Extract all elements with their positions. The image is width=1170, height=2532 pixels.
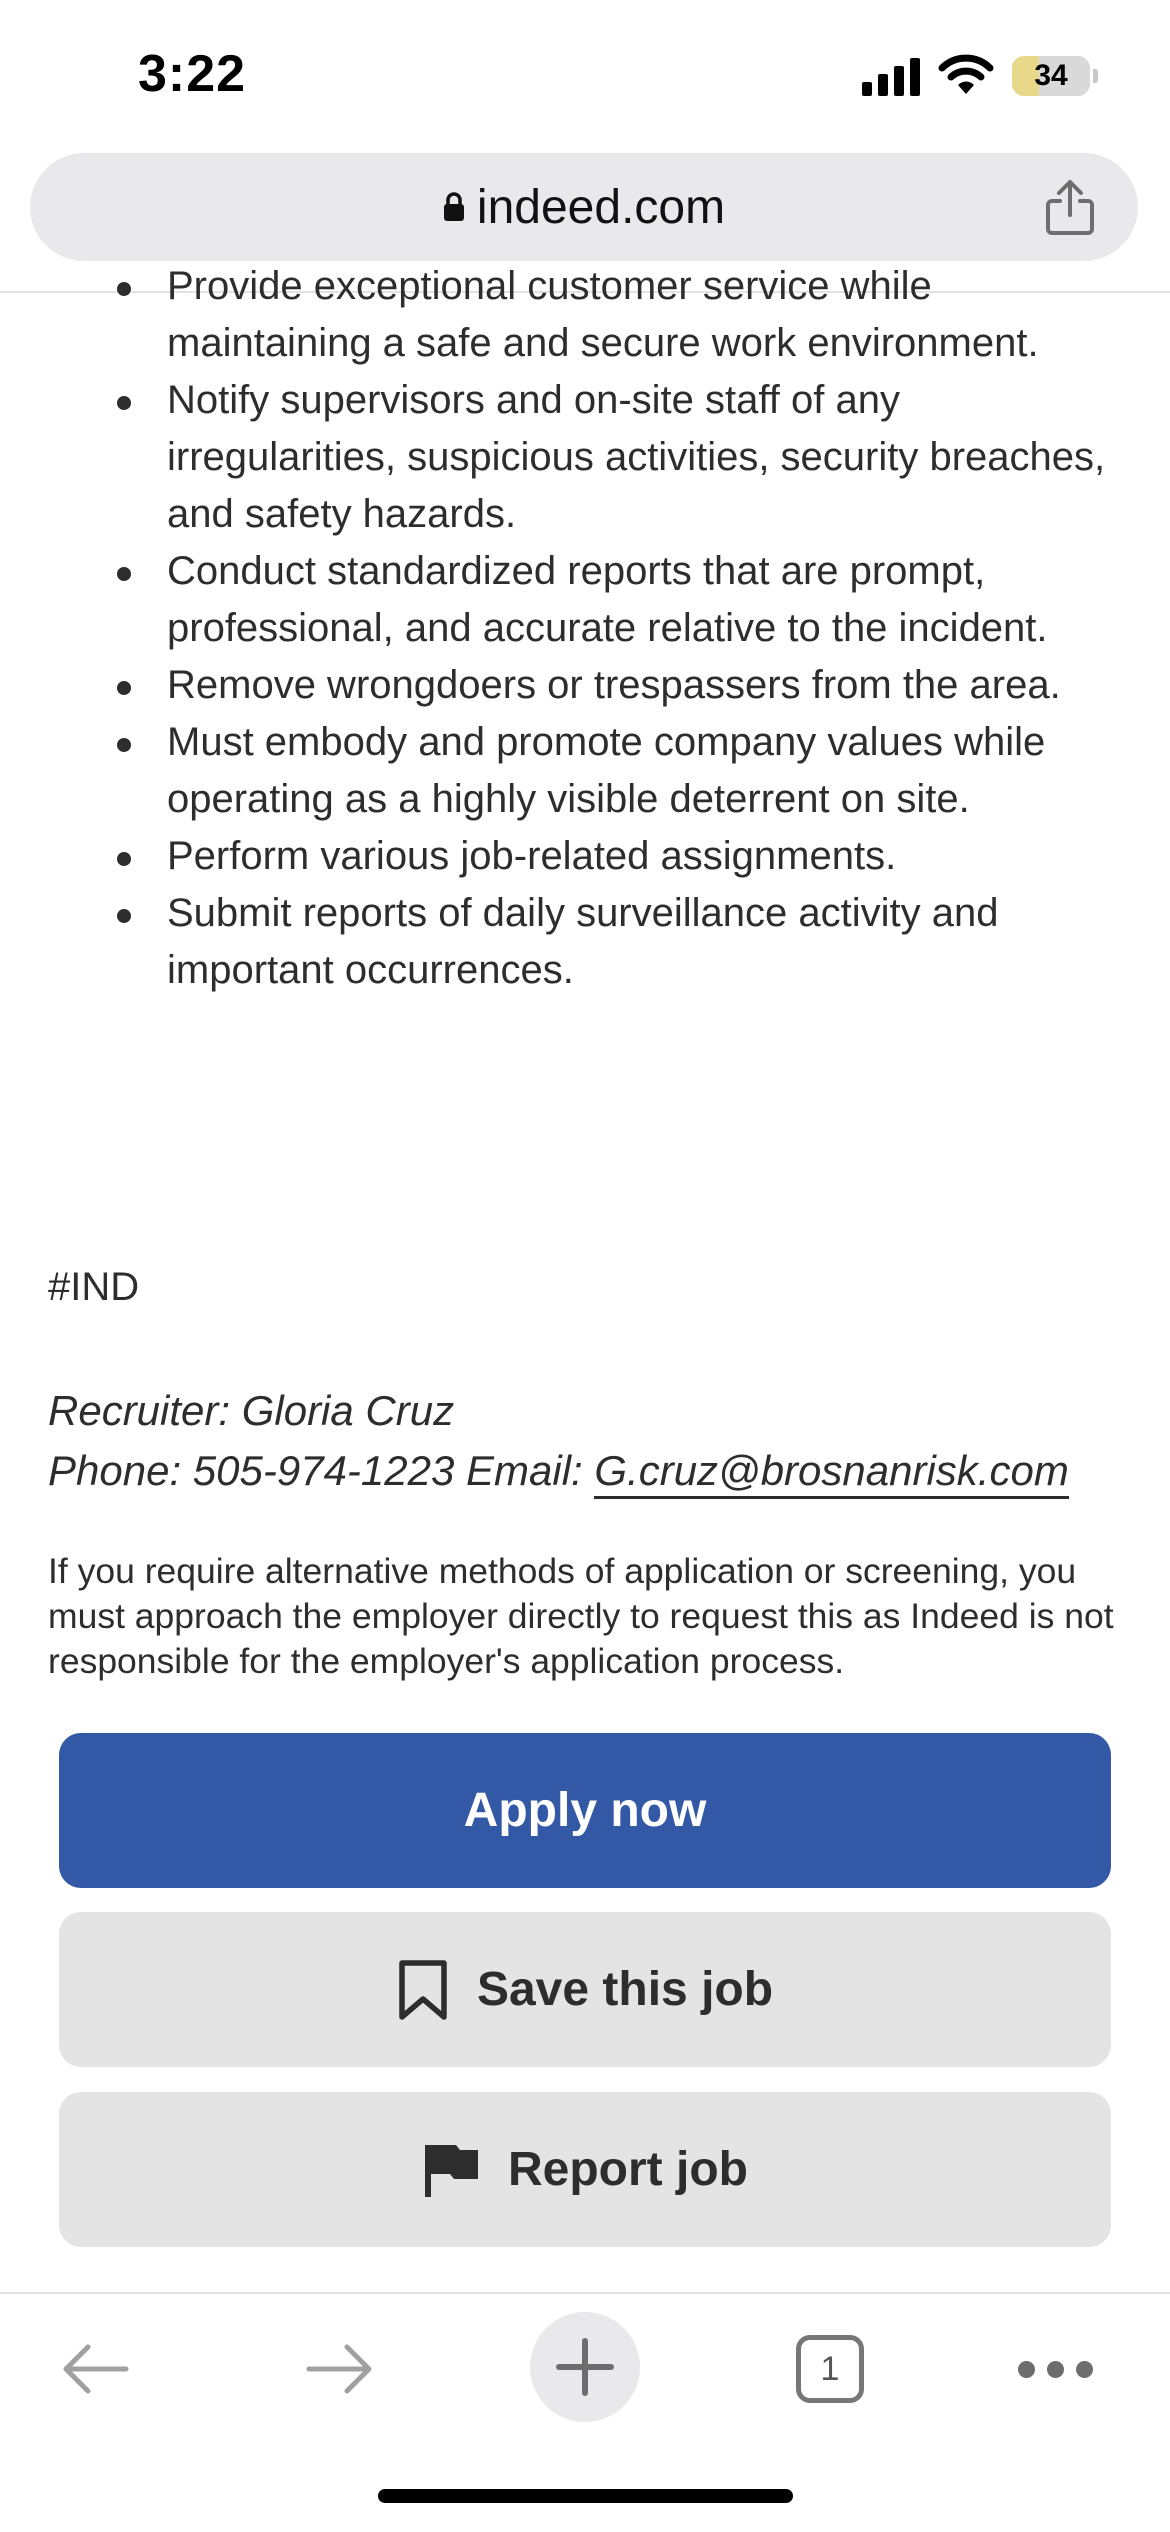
wifi-icon xyxy=(940,56,992,96)
list-item: Must embody and promote company values while operating as a highly visible deterrent on site. xyxy=(100,714,1140,828)
plus-icon xyxy=(557,2339,613,2395)
list-item: Notify supervisors and on-site staff of any irregularities, suspicious activities, security breaches, and safety hazards. xyxy=(100,372,1140,543)
apply-now-button[interactable] xyxy=(59,1733,1111,1888)
job-description xyxy=(0,264,1170,2292)
report-job-button[interactable] xyxy=(59,2092,1111,2247)
more-menu-button[interactable] xyxy=(1010,2294,1100,2444)
back-button[interactable] xyxy=(45,2294,145,2444)
list-item: Submit reports of daily surveillance activity and important occurrences. xyxy=(100,885,1140,999)
status-time: 3:22 xyxy=(138,45,247,103)
ellipsis-icon xyxy=(1018,2361,1035,2378)
recruiter-name: Recruiter: Gloria Cruz xyxy=(48,1387,455,1434)
lock-icon xyxy=(443,191,465,223)
arrow-left-icon xyxy=(60,2343,130,2395)
recruiter-email-link[interactable]: G.cruz@brosnanrisk.com xyxy=(594,1447,1068,1499)
flag-icon xyxy=(422,2141,480,2199)
forward-button[interactable] xyxy=(290,2294,390,2444)
recruiter-phone-email xyxy=(48,1441,1148,1501)
phone-email-label: Phone: 505-974-1223 Email: xyxy=(48,1447,595,1494)
cellular-signal-icon xyxy=(862,56,920,96)
recruiter-contact xyxy=(48,1381,1148,1501)
save-job-label: Save this job xyxy=(476,1963,774,2016)
battery-icon xyxy=(1012,56,1090,96)
list-item: Perform various job-related assignments. xyxy=(100,828,1140,885)
status-icons xyxy=(862,56,1090,96)
battery-percent: 34 xyxy=(1034,59,1068,92)
url-display[interactable] xyxy=(30,153,1138,261)
list-item: Conduct standardized reports that are prompt, professional, and accurate relative to the incident. xyxy=(100,543,1140,657)
url-text: indeed.com xyxy=(476,180,726,234)
job-tag: #IND xyxy=(48,1265,140,1309)
share-icon[interactable] xyxy=(1042,179,1098,237)
url-bar[interactable] xyxy=(30,153,1138,261)
tab-count: 1 xyxy=(796,2335,864,2403)
arrow-right-icon xyxy=(305,2343,375,2395)
list-item: Remove wrongdoers or trespassers from the area. xyxy=(100,657,1140,714)
save-job-button[interactable] xyxy=(59,1912,1111,2067)
status-bar xyxy=(0,0,1170,150)
apply-now-label: Apply now xyxy=(463,1784,707,1837)
duties-list xyxy=(100,258,1140,999)
new-tab-button[interactable] xyxy=(530,2312,640,2422)
application-notice: If you require alternative methods of application or screening, you must approach the employer directly to request this as Indeed is not responsible for the employer's application process. xyxy=(48,1551,1114,1681)
bookmark-icon xyxy=(397,1959,449,2021)
tabs-button[interactable] xyxy=(790,2294,870,2444)
report-job-label: Report job xyxy=(508,2143,748,2196)
home-indicator[interactable] xyxy=(378,2489,793,2503)
list-item: Provide exceptional customer service while maintaining a safe and secure work environment. xyxy=(100,258,1140,372)
